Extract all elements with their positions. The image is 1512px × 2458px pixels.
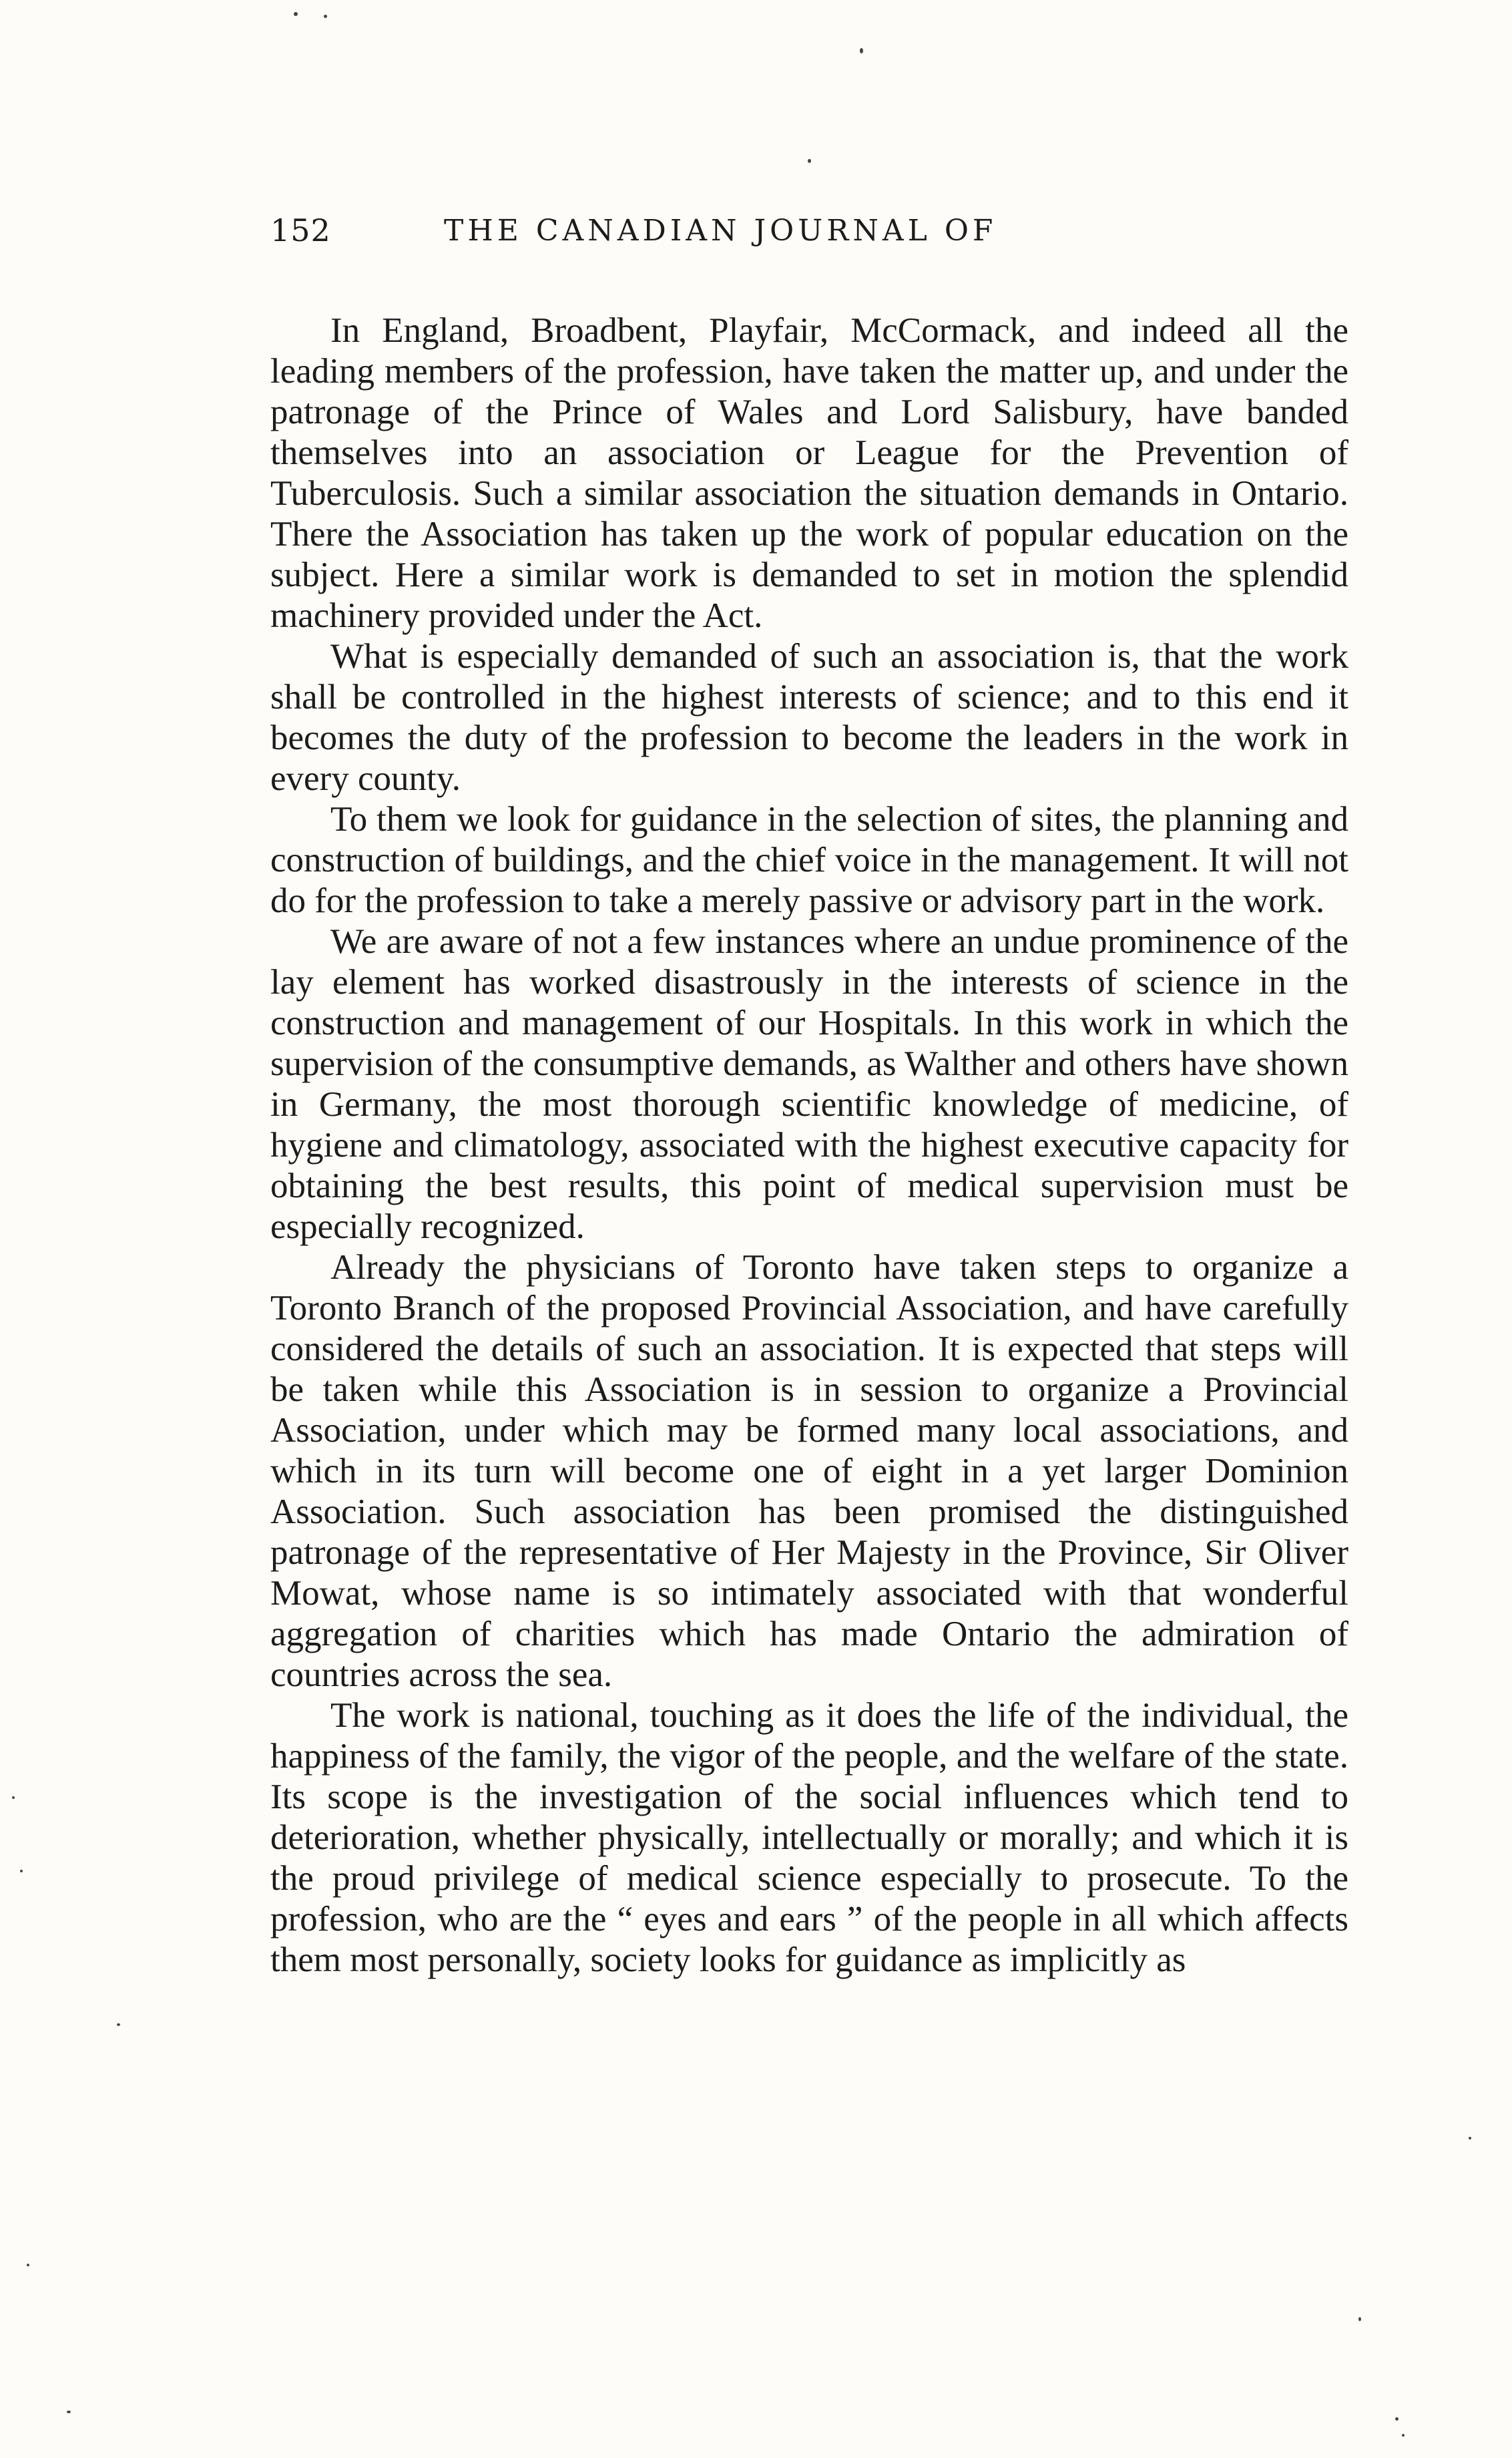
paragraph-2: What is especially demanded of such an association is, that the work shall be controlled in the highest interests of science; and to this end it becomes the duty of the profession to become the leaders in the work in every county. [270, 637, 1348, 798]
scan-speck [27, 2264, 29, 2266]
journal-title: THE CANADIAN JOURNAL OF [444, 214, 997, 248]
scan-speck [67, 2411, 71, 2413]
scan-speck [1469, 2137, 1471, 2139]
article-body [270, 311, 1348, 1981]
scan-speck [117, 2023, 120, 2026]
paragraph-5: Already the physicians of Toronto have taken steps to organize a Toronto Branch of the proposed Provincial Association, and have carefully considered the details of such an association. It is expected that steps will be taken while this Association is in session to organize a Provincial Association, under which may be formed many local associations, and which in its turn will become one of eight in a yet larger Dominion Association. Such association has been promised the distinguished patronage of the representative of Her Majesty in the Province, Sir Oliver Mowat, whose name is so intimately associated with that wonderful aggregation of charities which has made Ontario the admiration of countries across the sea. [270, 1248, 1348, 1694]
scan-speck [1402, 2434, 1405, 2437]
scan-speck [808, 159, 811, 163]
scan-speck [294, 12, 298, 16]
scan-speck [20, 1870, 23, 1872]
paragraph-1: In England, Broadbent, Playfair, McCormack, and indeed all the leading members of the profession, have taken the matter up, and under the patronage of the Prince of Wales and Lord Salisbury, have banded themselves into an association or League for the Prevention of Tuberculosis. Such a similar association the situation demands in Ontario. There the Association has taken up the work of popular education on the subject. Here a similar work is demanded to set in motion the splendid machinery provided under the Act. [270, 311, 1348, 635]
scan-speck [1358, 2317, 1361, 2321]
page-number: 152 [270, 212, 331, 248]
paragraph-3: To them we look for guidance in the selection of sites, the planning and construction of buildings, and the chief voice in the management. It will not do for the profession to take a merely passive or advisory part in the work. [270, 800, 1348, 920]
running-head [270, 212, 1118, 259]
scan-speck [1395, 2417, 1399, 2421]
paragraph-6: The work is national, touching as it does the life of the individual, the happiness of the family, the vigor of the people, and the welfare of the state. Its scope is the investigation of the social influences which tend to deterioration, whether physically, intellectually or morally; and which it is the proud privilege of medical science especially to prosecute. To the profession, who are the “ eyes and ears ” of the people in all which affects them most personally, society looks for guidance as implicitly as [270, 1696, 1348, 1979]
scan-speck [12, 1796, 15, 1799]
scan-speck [860, 48, 863, 53]
paragraph-4: We are aware of not a few instances where an undue prominence of the lay element has worked disastrously in the interests of science in the construction and management of our Hospitals. In this work in which the supervision of the consumptive demands, as Walther and others have shown in Germany, the most thorough scientific knowledge of medicine, of hygiene and climatology, associated with the highest executive capacity for obtaining the best results, this point of medical supervision must be especially recognized. [270, 922, 1348, 1246]
scan-speck [324, 15, 327, 18]
